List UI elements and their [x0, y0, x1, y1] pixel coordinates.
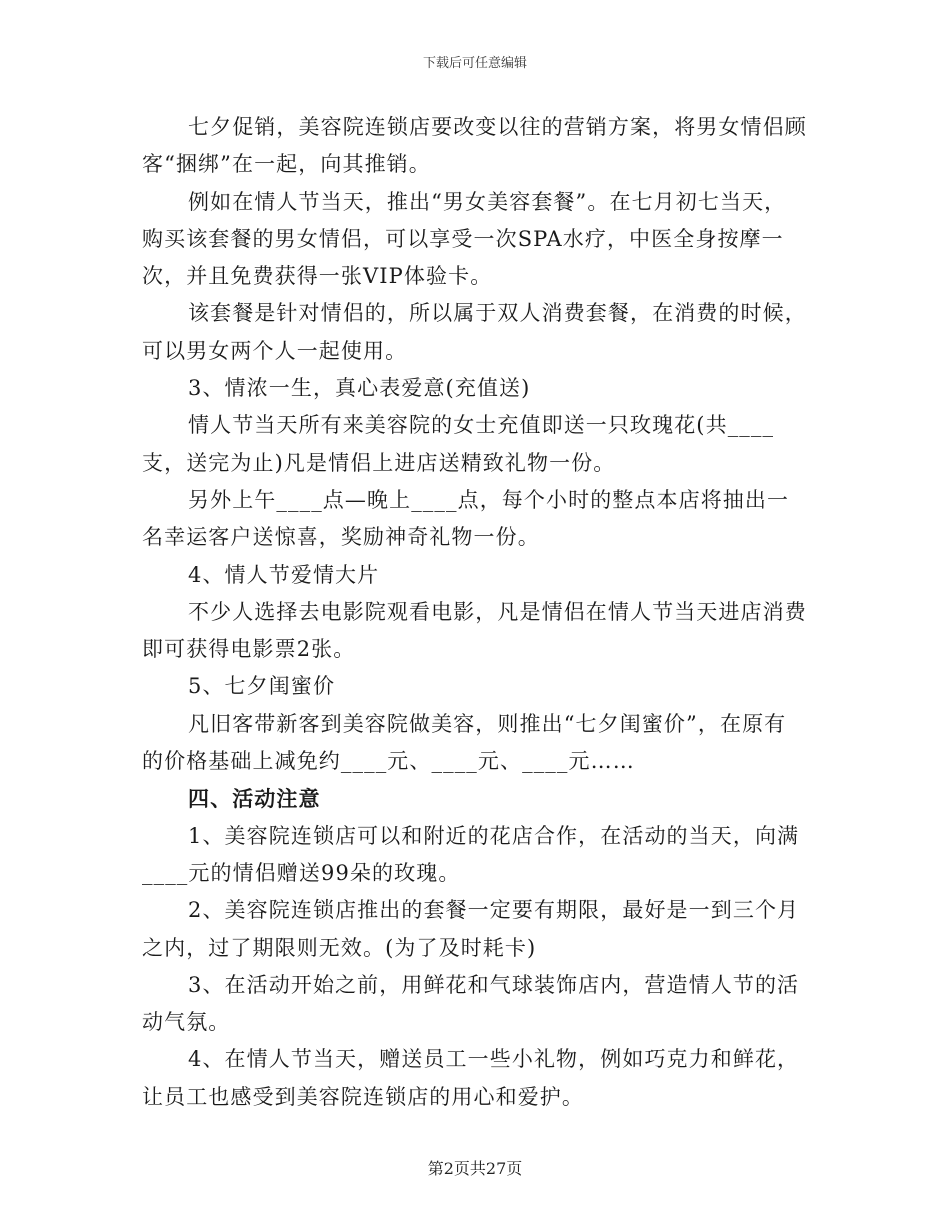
document-body [142, 109, 808, 1116]
heading-item-4: 4、情人节爱情大片 [188, 562, 380, 587]
page-header: 下载后可任意编辑 [422, 56, 527, 71]
paragraph-package-usage: 该套餐是针对情侣的，所以属于双人消费套餐，在消费的时候，可以男女两个人一起使用。 [142, 301, 807, 363]
heading-item-5: 5、七夕闺蜜价 [188, 674, 336, 699]
note-item-2: 2、美容院连锁店推出的套餐一定要有期限，最好是一到三个月之内，过了期限则无效。(为了及时耗卡) [142, 898, 800, 960]
heading-item-3: 3、情浓一生，真心表爱意(充值送) [188, 376, 531, 401]
paragraph-couple-package: 例如在情人节当天，推出“男女美容套餐”。在七月初七当天，购买该套餐的男女情侣，可以享受一次SPA水疗，中医全身按摩一次，并且免费获得一张VIP体验卡。 [142, 189, 787, 289]
paragraph-bestie-price: 凡旧客带新客到美容院做美容，则推出“七夕闺蜜价”，在原有的价格基础上减免约____元、____元、____元…… [142, 711, 787, 774]
page-footer-page-number: 第2页共27页 [427, 1159, 523, 1178]
note-item-4: 4、在情人节当天，赠送员工一些小礼物，例如巧克力和鲜花，让员工也感受到美容院连锁店的用心和爱护。 [142, 1047, 800, 1109]
section-heading-notes: 四、活动注意 [188, 786, 321, 812]
paragraph-promotion-intro: 七夕促销，美容院连锁店要改变以往的营销方案，将男女情侣顾客“捆绑”在一起，向其推销。 [142, 115, 807, 177]
paragraph-movie-tickets: 不少人选择去电影院观看电影，凡是情侣在情人节当天进店消费即可获得电影票2张。 [142, 599, 807, 662]
note-item-3: 3、在活动开始之前，用鲜花和气球装饰店内，营造情人节的活动气氛。 [142, 972, 800, 1035]
paragraph-recharge-gift: 情人节当天所有来美容院的女士充值即送一只玫瑰花(共____支，送完为止)凡是情侣上进店送精致礼物一份。 [142, 413, 775, 475]
note-item-1: 1、美容院连锁店可以和附近的花店合作，在活动的当天，向满____元的情侣赠送99朵的玫瑰。 [142, 823, 800, 885]
paragraph-hourly-draw: 另外上午____点—晚上____点，每个小时的整点本店将抽出一名幸运客户送惊喜，奖励神奇礼物一份。 [142, 487, 790, 550]
